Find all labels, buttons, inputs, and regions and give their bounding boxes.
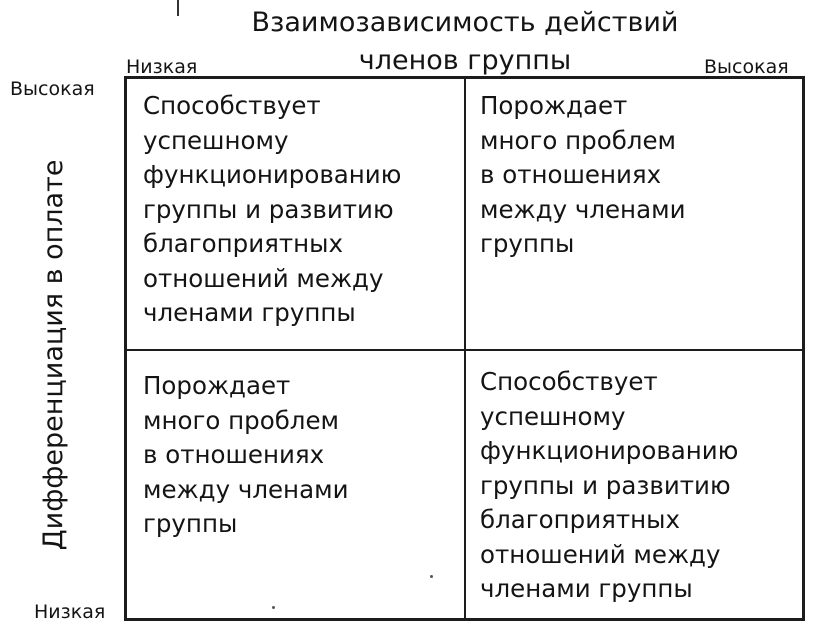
x-axis-low-label: Низкая [126,56,198,78]
print-speck [272,606,275,609]
top-axis-title-line2: членов группы [358,45,572,76]
side-axis-title: Дифференциация в оплате [38,159,69,551]
quadrant-top-left: Способствует успешному функционированию группы и развитию благоприятных отношений между членами группы [143,91,402,327]
scan-tick-mark [177,0,179,16]
quadrant-matrix [124,76,805,621]
quadrant-bottom-left: Порождает много проблем в отношениях между членами группы [143,371,349,538]
quadrant-top-right: Порождает много проблем в отношениях между членами группы [480,91,686,258]
horizontal-divider [127,349,802,351]
top-axis-title-line1: Взаимозависимость действий [251,7,679,38]
quadrant-bottom-right: Способствует успешному функционированию группы и развитию благоприятных отношений между членами группы [480,367,739,603]
top-axis-title [200,4,730,80]
y-axis-high-label: Высокая [10,78,95,100]
print-speck [430,575,433,578]
x-axis-high-label: Высокая [704,56,789,78]
y-axis-low-label: Низкая [34,601,106,623]
